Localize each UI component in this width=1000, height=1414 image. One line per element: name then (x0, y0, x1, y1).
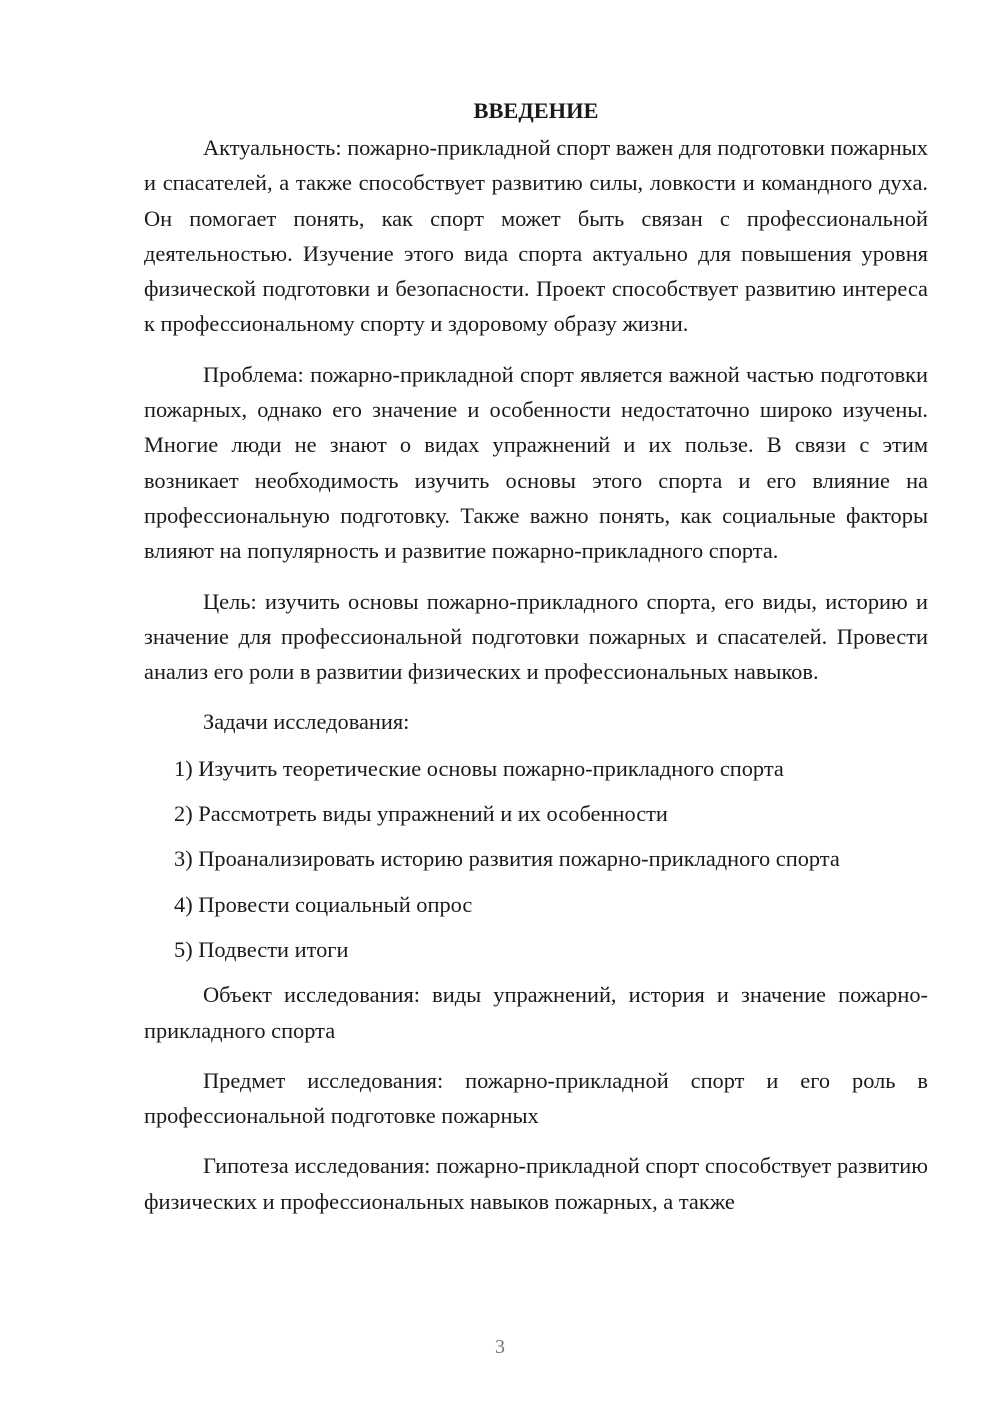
task-item: 5) Подвести итоги (174, 936, 349, 962)
paragraph-goal: Цель: изучить основы пожарно-прикладного спорта, его виды, историю и значение для профессиональной подготовки пожарных и спасателей. Провести анализ его роли в развитии физических и профессиональных навыков. (144, 588, 928, 685)
task-item: 3) Проанализировать историю развития пожарно-прикладного спорта (174, 846, 840, 872)
task-list (144, 751, 928, 967)
page-number: 3 (495, 1336, 505, 1358)
paragraph-problem: Проблема: пожарно-прикладной спорт является важной частью подготовки пожарных, однако его значение и особенности недостаточно широко изучены. Многие люди не знают о видах упражнений и их пользе. В связи с этим возникает необходимость изучить основы этого спорта и его влияние на профессиональную подготовку. Также важно понять, как социальные факторы влияют на популярность и развитие пожарно-прикладного спорта. (144, 361, 928, 564)
paragraph-object: Объект исследования: виды упражнений, история и значение пожарно-прикладного спорта (144, 982, 928, 1043)
task-item: 1) Изучить теоретические основы пожарно-прикладного спорта (174, 755, 784, 781)
page-content (144, 96, 928, 1219)
paragraph-relevance: Актуальность: пожарно-прикладной спорт важен для подготовки пожарных и спасателей, а также способствует развитию силы, ловкости и командного духа. Он помогает понять, как спорт может быть связан с профессиональной деятельностью. Изучение этого вида спорта актуально для повышения уровня физической подготовки и безопасности. Проект способствует развитию интереса к профессиональному спорту и здоровому образу жизни. (144, 135, 928, 337)
section-title: ВВЕДЕНИЕ (473, 98, 599, 123)
tasks-heading: Задачи исследования: (203, 709, 410, 735)
task-item: 4) Провести социальный опрос (174, 891, 473, 917)
paragraph-subject: Предмет исследования: пожарно-прикладной спорт и его роль в профессиональной подготовке пожарных (144, 1067, 928, 1129)
task-item: 2) Рассмотреть виды упражнений и их особенности (174, 801, 668, 827)
paragraph-hypothesis: Гипотеза исследования: пожарно-прикладной спорт способствует развитию физических и профессиональных навыков пожарных, а также (144, 1153, 928, 1214)
